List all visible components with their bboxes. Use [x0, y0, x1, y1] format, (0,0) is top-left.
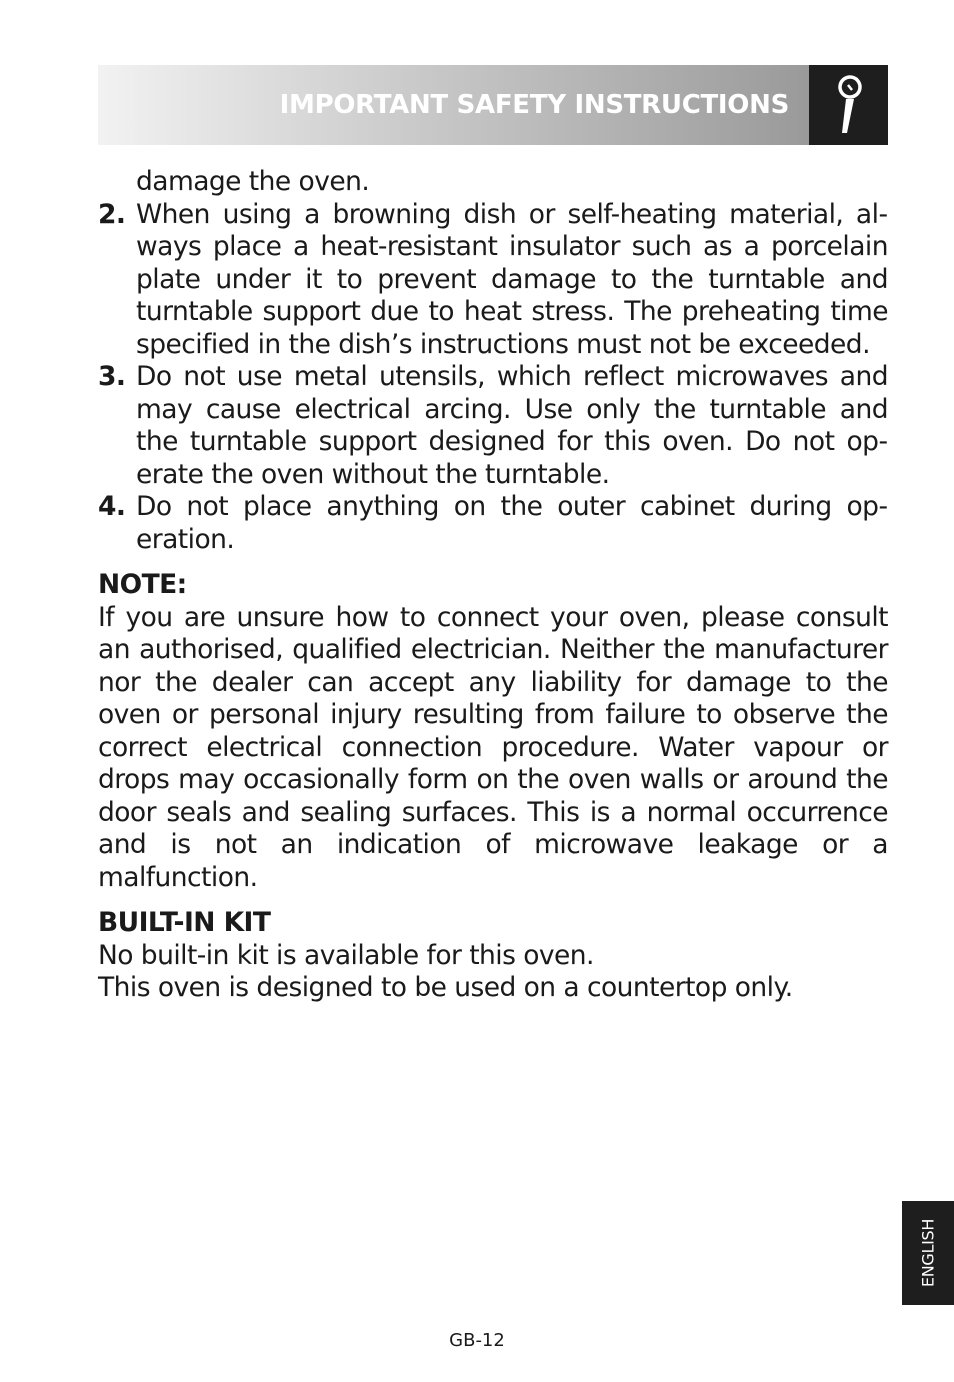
- list-item: [98, 199, 888, 362]
- built-in-kit-heading: BUILT-IN KIT: [98, 907, 271, 938]
- page-number: GB-12: [449, 1330, 505, 1351]
- item-text: Do not place anything on the outer cabinet during operation.: [136, 491, 888, 555]
- note-heading: NOTE:: [98, 569, 187, 600]
- language-label: ENGLISH: [918, 1218, 938, 1288]
- item-number: 4.: [98, 491, 126, 522]
- info-icon: [809, 65, 888, 145]
- kit-line: No built-in kit is available for this oven.: [98, 939, 594, 971]
- item-text: Do not use metal utensils, which reflect microwaves and may cause electrical arcing. Use only the turntable and the turntable support designed for this oven. Do not operate the oven without the turntable.: [136, 361, 888, 490]
- item-number: 2.: [98, 198, 126, 230]
- note-text: If you are unsure how to connect your oven, please consult an authorised, qualified electrician. Neither the manufacturer nor the dealer can accept any liability for damage to the oven or personal injury resulting from failure to observe the correct electrical connection procedure. Water vapour or drops may occasionally form on the oven walls or around the door seals and sealing surfaces. This is a normal occurrence and is not an indication of microwave leakage or a malfunction.: [98, 601, 888, 893]
- language-tab: [902, 1201, 954, 1305]
- section-header: [98, 65, 809, 145]
- item-number: 3.: [98, 361, 126, 392]
- header-title: IMPORTANT SAFETY INSTRUCTIONS: [279, 90, 789, 120]
- kit-line: This oven is designed to be used on a countertop only.: [98, 972, 793, 1003]
- main-content: [98, 166, 888, 1005]
- list-item: [98, 491, 888, 556]
- list-item: [98, 361, 888, 491]
- item-text: When using a browning dish or self-heating material, always place a heat-resistant insulator such as a porcelain plate under it to prevent damage to the turntable and turntable support due to heat stress. The preheating time specified in the dish’s instructions must not be exceeded.: [136, 198, 888, 360]
- header-badge: [809, 65, 888, 145]
- continuation-text: damage the oven.: [136, 166, 370, 197]
